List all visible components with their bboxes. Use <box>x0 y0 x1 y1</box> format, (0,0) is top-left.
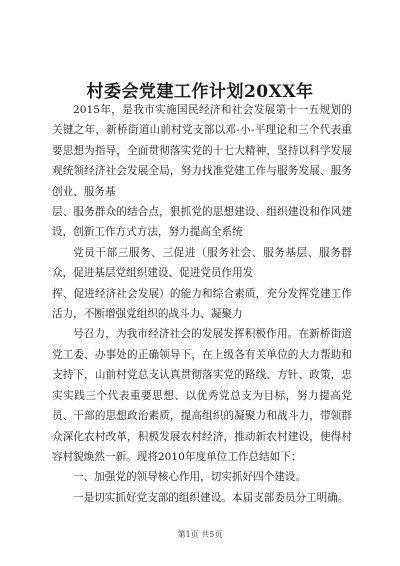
paragraph: 党员干部三服务、三促进（服务社会、服务基层、服务群众，促进基层党组织建设、促进党员作用发 <box>52 246 352 280</box>
paragraph: 挥、促进经济社会发展）的能力和综合素质，充分发挥党建工作活力，不断增强党组织的战斗力、凝聚力 <box>52 287 352 321</box>
document-body <box>52 100 352 508</box>
document-title: 村委会党建工作计划20XX年 <box>86 82 314 102</box>
paragraph: 层、服务群众的结合点，狠抓党的思想建设、组织建设和作风建设，创新工作方式方法，努力提高全系统 <box>52 206 352 239</box>
paragraph: 2015年，是我市实施国民经济和社会发展第十一五规划的关键之年，新桥街道山前村党支部以邓-小-平理论和三个代表重要思想为指导，全面贯彻落实党的十七大精神，坚持以科学发展观统领经济社会发展全局，努力找准党建工作与服务发展、服务创业、服务基 <box>52 104 352 198</box>
paragraph: 号召力，为我市经济社会的发展发挥积极作用。在新桥街道党工委、办事处的正确领导下，在上级各有关单位的大力帮助和支持下，山前村党总支认真贯彻落实党的路线、方针、政策，忠实实践三个代表重要思想、以优秀党总支为目标，努力提高党员、干部的思想政治素质，提高组织的凝聚力和战斗力，带领群众深化农村改革，积极发展农村经济，推动新农村建设，使得村容村貌焕然一新。现将2010年度单位工作总结如下： <box>52 328 352 463</box>
paragraph: 一、加强党的领导核心作用，切实抓好四个建设。 <box>73 471 307 484</box>
paragraph: 一是切实抓好党支部的组织建设。本届支部委员分工明确。 <box>73 491 349 504</box>
page-number: 第1页 共5页 <box>177 530 223 539</box>
